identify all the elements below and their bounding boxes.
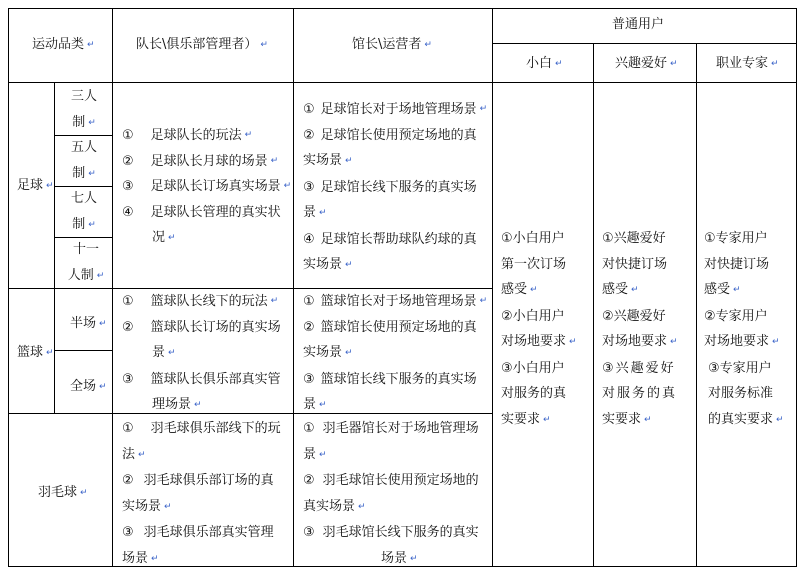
header-manager: 馆长\运营者 ↵	[352, 37, 432, 52]
list-item: ④ 足球队长管理的真实状	[122, 204, 281, 220]
header-user-novice: 小白 ↵	[526, 56, 563, 71]
list-item: ① 足球队长的玩法 ↵	[122, 128, 253, 143]
football-sub-5: 五人 制 ↵	[70, 140, 97, 181]
badminton-captain-list: ① 羽毛球俱乐部线下的玩 法 ↵ ② 羽毛球俱乐部订场的真 实场景 ↵ ③ 羽毛球俱乐部真实管理 场景 ↵	[122, 416, 292, 572]
basketball-sub-full: 全场 ↵	[70, 379, 107, 394]
basketball-captain-list: ① 篮球队长线下的玩法 ↵ ② 篮球队长订场的真实场 景 ↵ ③ 篮球队长俱乐部真实管 理场景 ↵	[122, 289, 292, 419]
football-sub-3: 三人 制 ↵	[70, 89, 97, 130]
list-item: ③ 篮球馆长线下服务的真实场	[303, 371, 477, 387]
list-item: ② 羽毛球俱乐部订场的真	[122, 473, 274, 488]
list-item: ① 羽毛器馆长对于场地管理场	[303, 421, 479, 436]
header-users: 普通用户	[612, 17, 665, 32]
header-captain: 队长\俱乐部管理者） ↵	[136, 37, 268, 52]
hobby-column-line	[593, 43, 594, 567]
category-badminton: 羽毛球 ↵	[38, 485, 88, 500]
manager-column-line	[293, 8, 294, 567]
table-border-left	[8, 8, 9, 567]
basketball-manager-list: ① 篮球馆长对于场地管理场景 ↵ ② 篮球馆长使用预定场地的真 实场景 ↵ ③ 篮球馆长线下服务的真实场 景 ↵	[303, 289, 491, 419]
list-item: ③ 羽毛球俱乐部真实管理	[122, 525, 274, 540]
table-border-top	[8, 8, 796, 9]
list-item: ② 篮球队长订场的真实场	[122, 319, 281, 335]
football-captain-list: ① 足球队长的玩法 ↵ ② 足球队长月球的场景 ↵ ③ 足球队长订场真实场景 ↵ ④ 足球队长管理的真实状 况 ↵	[122, 123, 292, 252]
list-item: ③ 羽毛球馆长线下服务的真实	[303, 525, 479, 540]
header-user-hobby: 兴趣爱好 ↵	[615, 56, 678, 71]
list-item: ① 篮球馆长对于场地管理场景 ↵	[303, 294, 488, 309]
table-border-right	[796, 8, 797, 567]
category-basketball: 篮球 ↵	[17, 345, 54, 360]
list-item: ③ 足球队长订场真实场景 ↵	[122, 179, 292, 194]
list-item: ② 羽毛球馆长使用预定场地的	[303, 473, 479, 488]
list-item: ③ 足球馆长线下服务的真实场	[303, 179, 477, 195]
list-item: ④ 足球馆长帮助球队约球的真	[303, 231, 477, 247]
football-sub-7: 七人 制 ↵	[70, 191, 97, 232]
list-item: ② 篮球馆长使用预定场地的真	[303, 319, 477, 335]
list-item: ② 足球队长月球的场景 ↵	[122, 153, 279, 169]
header-category: 运动品类 ↵	[32, 37, 95, 52]
badminton-manager-list: ① 羽毛器馆长对于场地管理场 景 ↵ ② 羽毛球馆长使用预定场地的 真实场景 ↵ ③ 羽毛球馆长线下服务的真实 场景 ↵	[303, 416, 491, 572]
header-bottom-line	[8, 82, 796, 83]
users-subheader-line	[492, 43, 796, 44]
list-item: ① 足球馆长对于场地管理场景 ↵	[303, 102, 488, 117]
list-item: ③ 篮球队长俱乐部真实管	[122, 371, 281, 387]
header-user-expert: 职业专家 ↵	[716, 56, 779, 71]
category-football: 足球 ↵	[17, 178, 54, 193]
hobby-user-requirements: ①兴趣爱好 对快捷订场 感受 ↵ ②兴趣爱好 对场地要求 ↵ ③兴趣爱好 对服务的真 实要求 ↵	[602, 231, 678, 427]
sub-column-line	[54, 82, 55, 413]
basketball-sub-line	[54, 350, 112, 351]
list-item: ① 篮球队长线下的玩法 ↵	[122, 294, 279, 309]
football-manager-list: ① 足球馆长对于场地管理场景 ↵ ② 足球馆长使用预定场地的真 实场景 ↵ ③ 足球馆长线下服务的真实场 景 ↵ ④ 足球馆长帮助球队约球的真 实场景 ↵	[303, 97, 491, 279]
novice-user-requirements: ①小白用户 第一次订场 感受 ↵ ②小白用户 对场地要求 ↵ ③小白用户 对服务的真 实要求 ↵	[501, 231, 577, 427]
captain-column-line	[112, 8, 113, 567]
expert-column-line	[696, 43, 697, 567]
football-sub-11: 十一 人制 ↵	[67, 242, 105, 283]
expert-user-requirements: ①专家用户 对快捷订场 感受 ↵ ②专家用户 对场地要求 ↵ ③专家用户 对服务标准 的真实要求 ↵	[704, 231, 784, 427]
list-item: ② 足球馆长使用预定场地的真	[303, 127, 477, 143]
list-item: ① 羽毛球俱乐部线下的玩	[122, 421, 281, 436]
basketball-sub-half: 半场 ↵	[70, 316, 107, 331]
users-column-line	[492, 8, 493, 567]
